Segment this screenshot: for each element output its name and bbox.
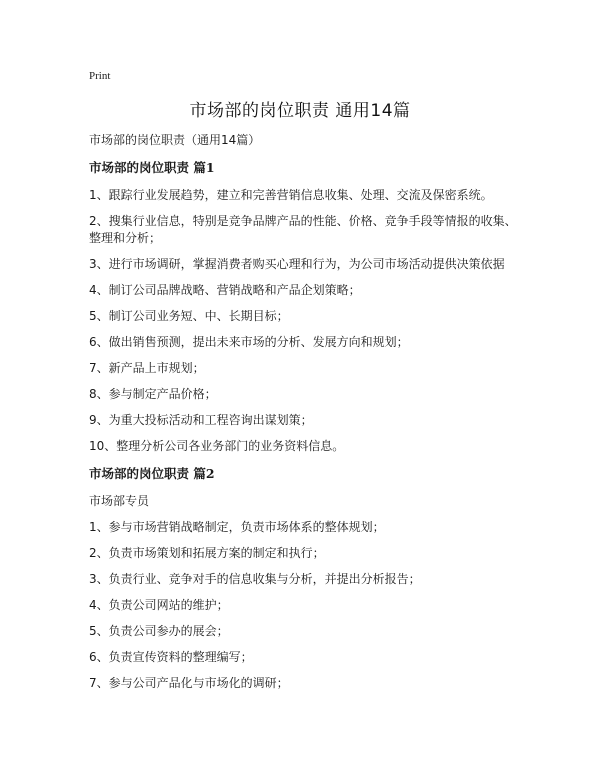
list-item: 10、整理分析公司各业务部门的业务资料信息。 [89, 439, 345, 453]
list-item: 2、搜集行业信息，特别是竞争品牌产品的性能、价格、竞争手段等情报的收集、整理和分析； [89, 214, 517, 245]
list-item: 9、为重大投标活动和工程咨询出谋划策； [89, 413, 313, 427]
list-item: 6、做出销售预测，提出未来市场的分析、发展方向和规划； [89, 335, 409, 349]
list-item: 4、负责公司网站的维护； [89, 598, 229, 612]
print-label: Print [89, 70, 111, 82]
list-item: 3、负责行业、竞争对手的信息收集与分析，并提出分析报告； [89, 572, 421, 586]
list-item: 8、参与制定产品价格； [89, 387, 217, 401]
list-item: 6、负责宣传资料的整理编写； [89, 650, 253, 664]
section-heading-1: 市场部的岗位职责 篇1 [89, 160, 215, 175]
list-item: 7、参与公司产品化与市场化的调研； [89, 676, 289, 690]
section-heading-2: 市场部的岗位职责 篇2 [89, 466, 215, 481]
list-item: 5、制订公司业务短、中、长期目标； [89, 309, 289, 323]
list-item: 2、负责市场策划和拓展方案的制定和执行； [89, 546, 325, 560]
list-item: 3、进行市场调研，掌握消费者购买心理和行为，为公司市场活动提供决策依据 [89, 257, 505, 271]
list-item: 1、跟踪行业发展趋势，建立和完善营销信息收集、处理、交流及保密系统。 [89, 188, 493, 202]
list-item: 4、制订公司品牌战略、营销战略和产品企划策略； [89, 283, 361, 297]
document-body [89, 130, 519, 701]
section-intro: 市场部专员 [89, 494, 150, 508]
document-subtitle: 市场部的岗位职责（通用14篇） [89, 133, 261, 147]
list-item: 7、新产品上市规划； [89, 361, 205, 375]
document-title: 市场部的岗位职责 通用14篇 [189, 101, 411, 121]
list-item: 1、参与市场营销战略制定，负责市场体系的整体规划； [89, 520, 385, 534]
list-item: 5、负责公司参办的展会； [89, 624, 229, 638]
